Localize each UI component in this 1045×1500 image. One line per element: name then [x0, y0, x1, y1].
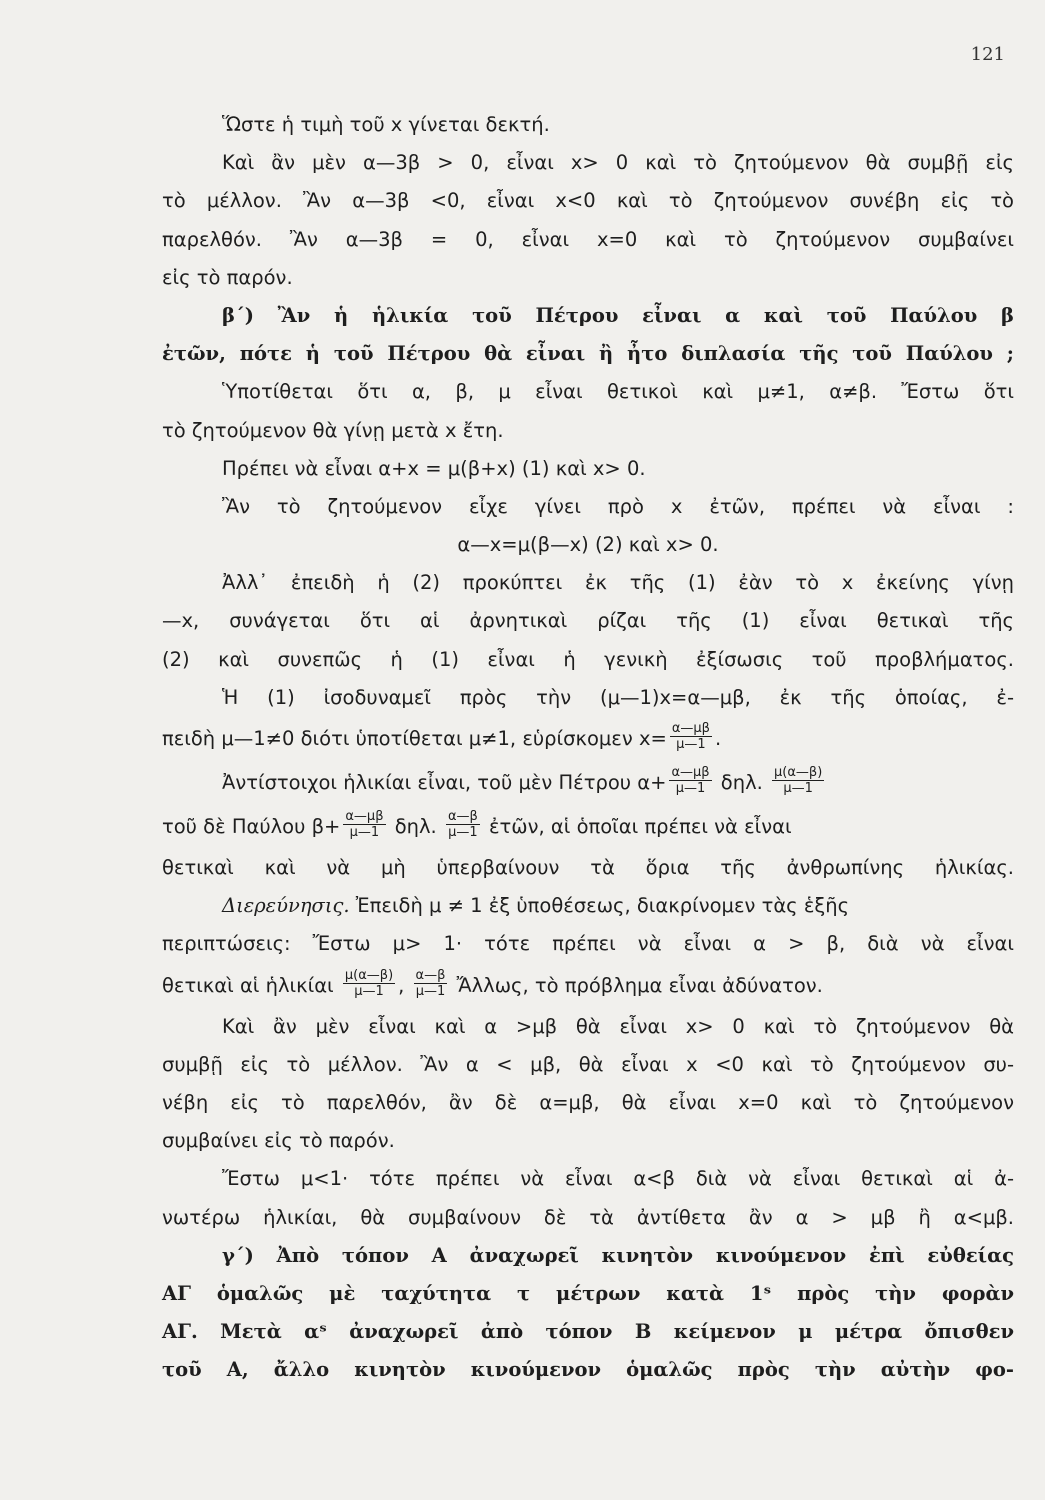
text-line: πειδὴ μ—1≠0 διότι ὑποτίθεται μ≠1, εὑρίσκομεν x= $\frac{\alpha—\mu\beta}{\mu—1}$ .: [162, 721, 722, 752]
text-span: ἐτῶν, αἱ ὁποῖαι πρέπει νὰ εἶναι: [489, 815, 792, 838]
fraction-denominator: μ—1: [343, 824, 385, 840]
fraction: [669, 765, 711, 796]
fraction-numerator: μ(α—β): [344, 967, 394, 983]
text-line: (2) καὶ συνεπῶς ἡ (1) εἶναι ἡ γενικὴ ἐξίσωσις τοῦ προβλήματος.: [162, 647, 1014, 671]
fraction-numerator: μ(α—β): [774, 765, 823, 780]
text-line: Ἔστω μ<1· τότε πρέπει νὰ εἶναι α<β διὰ νὰ εἶναι θετικαὶ αἱ ἀ-: [222, 1167, 1014, 1191]
text-span: Ἀντίστοιχοι ἡλικίαι εἶναι, τοῦ μὲν Πέτρου α+: [222, 771, 667, 794]
fraction-numerator: α—μβ: [671, 765, 710, 780]
text-line: Ὑποτίθεται ὅτι α, β, μ εἶναι θετικοὶ καὶ μ≠1, α≠β. Ἔστω ὅτι: [222, 380, 1014, 404]
text-span: θετικαὶ αἱ ἡλικίαι: [162, 973, 334, 997]
text-line: Καὶ ἂν μὲν α—3β > 0, εἶναι x> 0 καὶ τὸ ζητούμενον θὰ συμβῇ εἰς: [222, 151, 1014, 175]
fraction-numerator: α—β: [447, 809, 478, 824]
text-line: Ὥστε ἡ τιμὴ τοῦ x γίνεται δεκτή.: [222, 113, 550, 136]
text-line: θετικαὶ καὶ νὰ μὴ ὑπερβαίνουν τὰ ὅρια τῆς ἀνθρωπίνης ἡλικίας.: [162, 856, 1014, 879]
problem-heading: ΑΓ. Μετὰ αˢ ἀναχωρεῖ ἀπὸ τόπον Β κείμενον μ μέτρα ὄπισθεν: [162, 1320, 1014, 1344]
text-line: συμβαίνει εἰς τὸ παρόν.: [162, 1129, 395, 1153]
fraction-denominator: μ—1: [343, 983, 395, 999]
text-span: τοῦ δὲ Παύλου β+: [162, 815, 341, 838]
text-line: περιπτώσεις: Ἔστω μ> 1· τότε πρέπει νὰ εἶναι α > β, διὰ νὰ εἶναι: [162, 932, 1014, 956]
fraction-denominator: μ—1: [670, 736, 712, 752]
text-span: Ἄλλως, τὸ πρόβλημα εἶναι ἀδύνατον.: [456, 973, 823, 997]
text-line: νωτέρω ἡλικίαι, θὰ συμβαίνουν δὲ τὰ ἀντίθετα ἂν α > μβ ἢ α<μβ.: [162, 1205, 1014, 1229]
text-line: Καὶ ἂν μὲν εἶναι καὶ α >μβ θὰ εἶναι x> 0 καὶ τὸ ζητούμενον θὰ: [222, 1014, 1014, 1038]
text-span: δηλ.: [720, 771, 763, 794]
text-line: τὸ μέλλον. Ἂν α—3β <0, εἶναι x<0 καὶ τὸ ζητούμενον συνέβη εἰς τὸ: [162, 189, 1014, 213]
equation-line: α—x=μ(β—x) (2) καὶ x> 0.: [457, 533, 719, 557]
fraction-numerator: α—β: [415, 967, 446, 983]
fraction: [772, 765, 824, 796]
text-line: [162, 887, 1014, 925]
fraction-numerator: α—μβ: [345, 809, 384, 824]
text-line: παρελθόν. Ἂν α—3β = 0, εἶναι x=0 καὶ τὸ ζητούμενον συμβαίνει: [162, 227, 1014, 251]
fraction-denominator: μ—1: [414, 983, 448, 999]
text-line: εἰς τὸ παρόν.: [162, 265, 293, 289]
section-label: Διερεύνησις.: [222, 894, 350, 918]
fraction-denominator: μ—1: [669, 780, 711, 796]
fraction-x: [670, 721, 712, 752]
text-line: Ἂν τὸ ζητούμενον εἶχε γίνει πρὸ x ἐτῶν, πρέπει νὰ εἶναι :: [222, 494, 1014, 518]
text-line: συμβῇ εἰς τὸ μέλλον. Ἂν α < μβ, θὰ εἶναι x <0 καὶ τὸ ζητούμενον συ-: [162, 1052, 1014, 1076]
page-body: [162, 106, 1014, 1389]
fraction: [446, 809, 480, 840]
fraction: [414, 968, 448, 999]
text-span: ,: [398, 973, 405, 997]
page-number: 121: [970, 44, 1005, 65]
problem-heading: β΄) Ἂν ἡ ἡλικία τοῦ Πέτρου εἶναι α καὶ τοῦ Παύλου β: [222, 303, 1014, 327]
text-line: [162, 964, 1014, 1008]
problem-heading: ἐτῶν, πότε ἡ τοῦ Πέτρου θὰ εἶναι ἢ ἦτο διπλασία τῆς τοῦ Παύλου ;: [162, 342, 1014, 366]
fraction-numerator: α—μβ: [671, 721, 710, 736]
problem-heading: γ΄) Ἀπὸ τόπον Α ἀναχωρεῖ κινητὸν κινούμενον ἐπὶ εὐθείας: [222, 1243, 1014, 1267]
text-line: Ἡ (1) ἰσοδυναμεῖ πρὸς τὴν (μ—1)x=α—μβ, ἐκ τῆς ὁποίας, ἐ-: [222, 685, 1014, 709]
text-span: δηλ.: [394, 815, 437, 838]
equation-line: Πρέπει νὰ εἶναι α+x = μ(β+x) (1) καὶ x> 0.: [222, 456, 646, 480]
text-line: νέβη εἰς τὸ παρελθόν, ἂν δὲ α=μβ, θὰ εἶναι x=0 καὶ τὸ ζητούμενον: [162, 1090, 1014, 1114]
text-line: —x, συνάγεται ὅτι αἱ ἀρνητικαὶ ρίζαι τῆς (1) εἶναι θετικαὶ τῆς: [162, 609, 1014, 633]
text-span: πειδὴ μ—1≠0 διότι ὑποτίθεται μ≠1, εὑρίσκομεν x=: [162, 727, 667, 750]
fraction-denominator: μ—1: [772, 780, 824, 796]
fraction: [343, 809, 385, 840]
text-line: [162, 805, 1014, 849]
text-span: Ἐπειδὴ μ ≠ 1 ἐξ ὑποθέσεως, διακρίνομεν τὰς ἑξῆς: [355, 894, 850, 918]
text-line: τὸ ζητούμενον θὰ γίνῃ μετὰ x ἔτη.: [162, 418, 504, 442]
fraction: [343, 968, 395, 999]
text-line: Ἀλλ᾽ ἐπειδὴ ἡ (2) προκύπτει ἐκ τῆς (1) ἐὰν τὸ x ἐκείνης γίνῃ: [222, 571, 1014, 595]
problem-heading: ΑΓ ὁμαλῶς μὲ ταχύτητα τ μέτρων κατὰ 1ˢ πρὸς τὴν φορὰν: [162, 1281, 1014, 1305]
fraction-denominator: μ—1: [446, 824, 480, 840]
text-line: [162, 761, 1014, 805]
problem-heading: τοῦ Α, ἄλλο κινητὸν κινούμενον ὁμαλῶς πρὸς τὴν αὐτὴν φο-: [162, 1358, 1014, 1382]
